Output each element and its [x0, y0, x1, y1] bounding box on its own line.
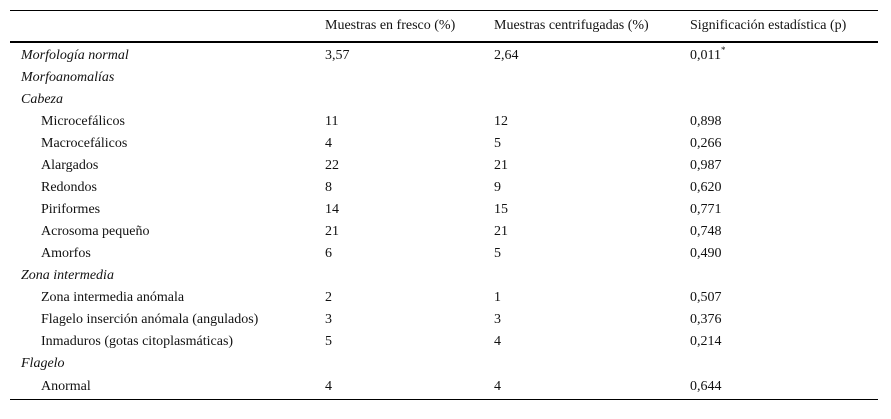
row-label: Morfología normal [21, 48, 129, 63]
cell-centrifuged [486, 89, 682, 111]
cell-significance: 0,266 [690, 136, 722, 151]
header-centrifuged-samples: Muestras centrifugadas (%) [494, 18, 649, 33]
cell-centrifuged: 5 [494, 136, 501, 151]
cell-fresh [317, 353, 486, 375]
table-row-section-midpiece [10, 265, 878, 287]
row-label: Microcefálicos [41, 114, 125, 129]
row-label: Anormal [41, 379, 91, 394]
cell-centrifuged [486, 353, 682, 375]
row-label: Inmaduros (gotas citoplasmáticas) [41, 334, 234, 349]
cell-centrifuged: 15 [494, 202, 508, 217]
cell-significance: 0,376 [690, 312, 722, 327]
table-row [10, 287, 878, 309]
table-row [10, 243, 878, 265]
cell-significance: 0,214 [690, 334, 722, 349]
row-label: Flagelo inserción anómala (angulados) [41, 312, 259, 327]
cell-fresh: 3 [325, 312, 332, 327]
cell-centrifuged: 21 [494, 158, 508, 173]
cell-significance [682, 89, 878, 111]
cell-fresh [317, 265, 486, 287]
cell-significance: 0,987 [690, 158, 722, 173]
results-table-container [10, 10, 878, 400]
row-label: Morfoanomalías [21, 70, 115, 85]
table-row [10, 155, 878, 177]
cell-fresh: 11 [325, 114, 339, 129]
cell-centrifuged: 12 [494, 114, 508, 129]
cell-centrifuged [486, 67, 682, 89]
cell-fresh: 21 [325, 224, 339, 239]
cell-centrifuged: 21 [494, 224, 508, 239]
row-label: Zona intermedia [21, 268, 114, 283]
table-row [10, 199, 878, 221]
cell-significance: 0,490 [690, 246, 722, 261]
cell-significance: 0,644 [690, 379, 722, 394]
cell-fresh: 22 [325, 158, 339, 173]
cell-centrifuged: 1 [494, 290, 501, 305]
cell-fresh: 5 [325, 334, 332, 349]
cell-fresh: 4 [325, 379, 332, 394]
table-row [10, 331, 878, 353]
cell-centrifuged: 3 [494, 312, 501, 327]
row-label: Zona intermedia anómala [41, 290, 185, 305]
row-label: Amorfos [41, 246, 91, 261]
cell-fresh: 3,57 [325, 48, 350, 63]
cell-significance: 0,771 [690, 202, 722, 217]
cell-fresh [317, 67, 486, 89]
row-label: Alargados [41, 158, 99, 173]
cell-significance [682, 353, 878, 375]
cell-centrifuged: 5 [494, 246, 501, 261]
cell-centrifuged: 9 [494, 180, 501, 195]
cell-significance [682, 67, 878, 89]
row-label: Cabeza [21, 92, 63, 107]
cell-significance [682, 42, 878, 67]
table-row-section-head [10, 89, 878, 111]
row-label: Piriformes [41, 202, 101, 217]
cell-fresh: 14 [325, 202, 339, 217]
table-row-normal-morphology [10, 42, 878, 67]
cell-centrifuged: 2,64 [494, 48, 519, 63]
cell-fresh [317, 89, 486, 111]
cell-fresh: 4 [325, 136, 332, 151]
table-row-section-morphoanomalies [10, 67, 878, 89]
significance-footnote-mark: * [720, 45, 726, 55]
table-row-section-flagellum [10, 353, 878, 375]
cell-significance: 0,620 [690, 180, 722, 195]
header-label-column [10, 11, 317, 43]
row-label: Redondos [41, 180, 97, 195]
cell-significance: 0,507 [690, 290, 722, 305]
cell-centrifuged [486, 265, 682, 287]
cell-significance: 0,748 [690, 224, 722, 239]
cell-fresh: 2 [325, 290, 332, 305]
morphology-results-table [10, 10, 878, 400]
row-label: Acrosoma pequeño [41, 224, 150, 239]
cell-significance [682, 265, 878, 287]
cell-fresh: 8 [325, 180, 332, 195]
header-statistical-significance: Significación estadística (p) [690, 18, 847, 33]
p-value: 0,011 [690, 48, 721, 63]
cell-fresh: 6 [325, 246, 332, 261]
table-row [10, 309, 878, 331]
row-label: Flagelo [21, 356, 65, 371]
cell-centrifuged: 4 [494, 334, 501, 349]
row-label: Macrocefálicos [41, 136, 128, 151]
table-row [10, 133, 878, 155]
cell-centrifuged: 4 [494, 379, 501, 394]
table-row [10, 375, 878, 400]
cell-significance: 0,898 [690, 114, 722, 129]
table-row [10, 177, 878, 199]
table-row [10, 111, 878, 133]
table-header-row [10, 11, 878, 43]
header-fresh-samples: Muestras en fresco (%) [325, 18, 456, 33]
table-row [10, 221, 878, 243]
